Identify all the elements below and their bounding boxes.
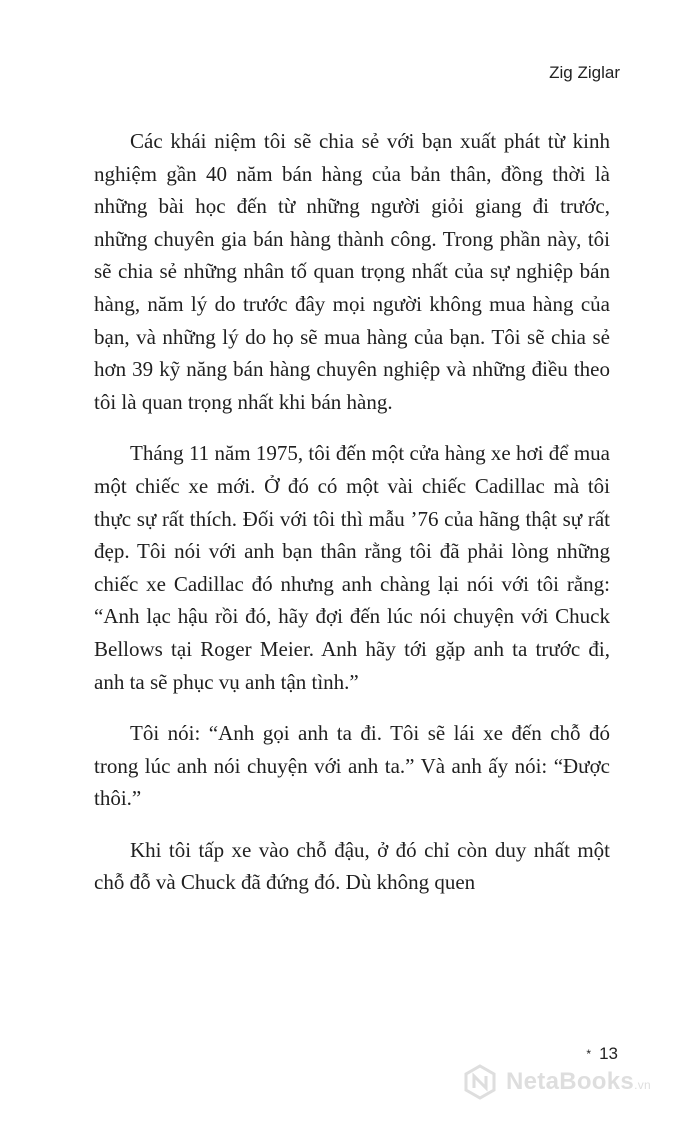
paragraph: Khi tôi tấp xe vào chỗ đậu, ở đó chỉ còn duy nhất một chỗ đỗ và Chuck đã đứng đó. Dù không quen [94, 837, 610, 895]
paragraph: Tháng 11 năm 1975, tôi đến một cửa hàng xe hơi để mua một chiếc xe mới. Ở đó có một vài chiếc Cadillac mà tôi thực sự rất thích. Đối với tôi thì mẫu ’76 của hãng thật sự rất đẹp. Tôi nói với anh bạn thân rằng tôi đã phải lòng những chiếc xe Cadillac đó nhưng anh chàng lại nói với tôi rằng: “Anh lạc hậu rồi đó, hãy đợi đến lúc nói chuyện với Chuck Bellows tại Roger Meier. Anh hãy tới gặp anh ta trước đi, anh ta sẽ phục vụ anh tận tình.” [94, 441, 610, 694]
watermark-text [506, 1068, 651, 1096]
running-header: Zig Ziglar [549, 63, 620, 82]
paragraph: Tôi nói: “Anh gọi anh ta đi. Tôi sẽ lái xe đến chỗ đó trong lúc anh nói chuyện với anh ta.” Và anh ấy nói: “Được thôi.” [94, 721, 610, 811]
netabooks-logo-icon [462, 1064, 498, 1100]
watermark-brand: NetaBooks [506, 1068, 635, 1095]
paragraph: Các khái niệm tôi sẽ chia sẻ với bạn xuất phát từ kinh nghiệm gần 40 năm bán hàng của bản thân, đồng thời là những bài học đến từ những người giỏi giang đi trước, những chuyên gia bán hàng thành công. Trong phần này, tôi sẽ chia sẻ những nhân tố quan trọng nhất của sự nghiệp bán hàng, năm lý do trước đây mọi người không mua hàng của bạn, và những lý do họ sẽ mua hàng của bạn. Tôi sẽ chia sẻ hơn 39 kỹ năng bán hàng chuyên nghiệp và những điều theo tôi là quan trọng nhất khi bán hàng. [94, 129, 610, 414]
watermark-suffix: .vn [634, 1078, 651, 1092]
watermark [462, 1062, 651, 1102]
star-icon: * [586, 1047, 592, 1061]
body-text [94, 125, 610, 918]
page-number: 13 [599, 1044, 618, 1063]
page-folio [586, 1044, 618, 1064]
